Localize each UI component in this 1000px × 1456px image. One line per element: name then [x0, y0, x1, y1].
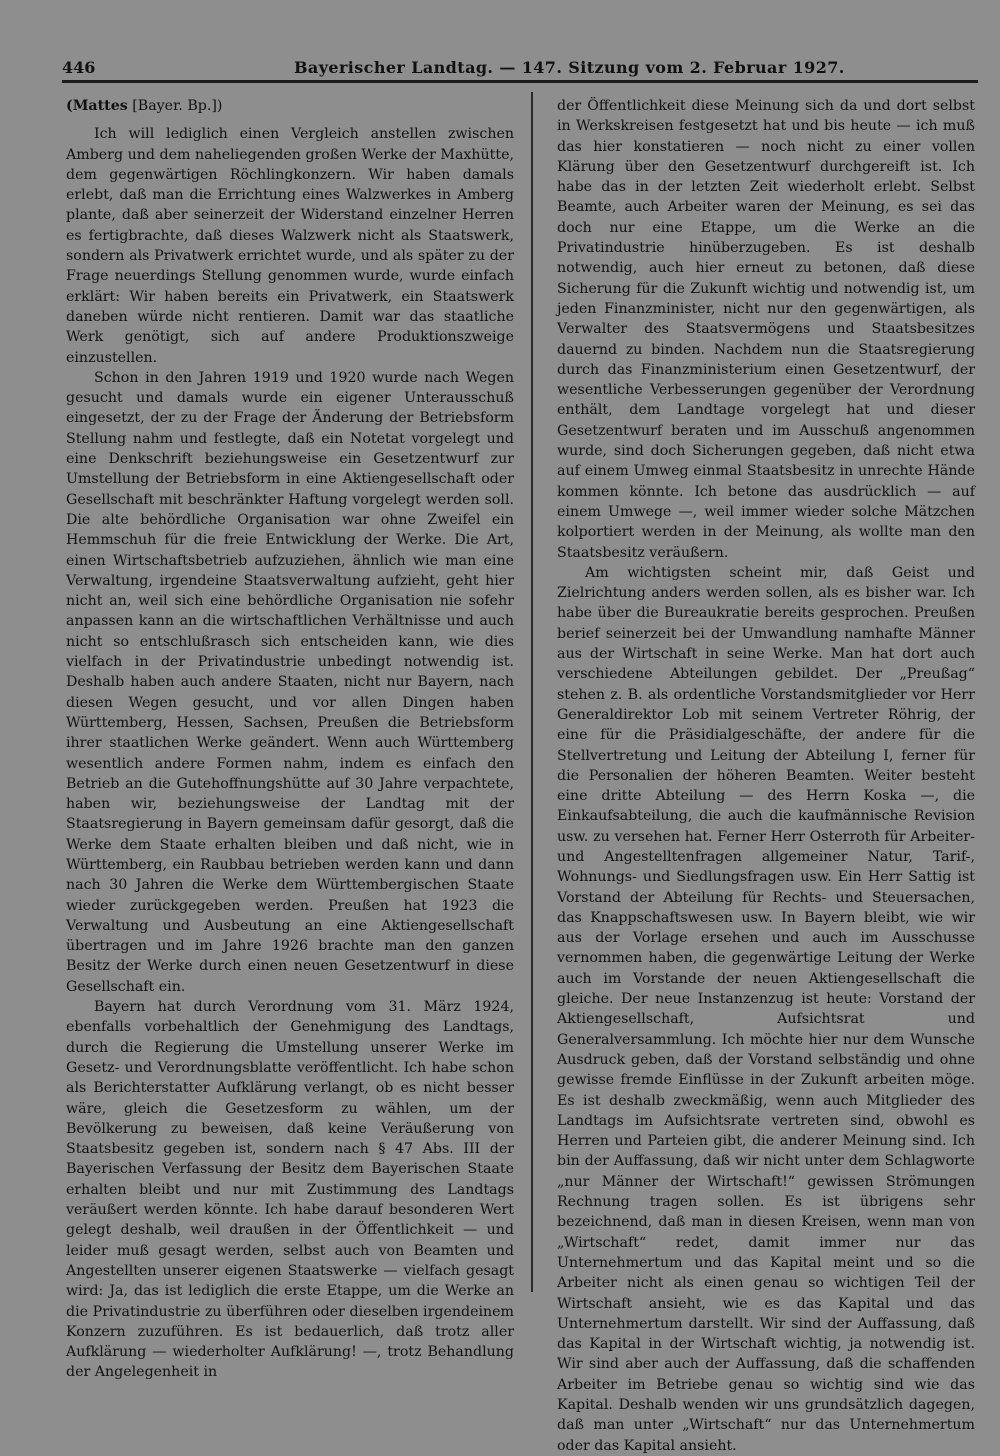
paragraph: Schon in den Jahren 1919 und 1920 wurde nach Wegen gesucht und damals wurde ein eigener Unterausschuß eingesetzt, der zu der Frage der Änderung der Betriebsform Stellung nahm und festlegte, daß ein Notetat vorgelegt und eine Denkschrift beziehungsweise ein Gesetzentwurf zur Umstellung der Betriebsform in eine Aktiengesellschaft oder Gesellschaft mit beschränkter Haftung vorgelegt werden soll. Die alte behördliche Organisation war ohne Zweifel ein Hemmschuh für die freie Entwicklung der Werke. Die Art, einen Wirtschaftsbetrieb aufzuziehen, ähnlich wie man eine Verwaltung, irgendeine Staatsverwaltung aufzieht, geht hier nicht an, weil sich eine behördliche Organisation nie sofehr anpassen kann an die wirtschaftlichen Verhältnisse und auch nicht so entschlußrasch sich entscheiden kann, wie dies vielfach in der Privatindustrie unbedingt notwendig ist. Deshalb haben auch andere Staaten, nicht nur Bayern, nach diesen Wegen gesucht, und vor allen Dingen haben Württemberg, Hessen, Sachsen, Preußen die Betriebsform ihrer staatlichen Werke geändert. Wenn auch Württemberg wesentlich andere Formen nahm, indem es einfach den Betrieb an die Gutehoffnungshütte auf 30 Jahre verpachtete, haben wir, beziehungsweise der Landtag mit der Staatsregierung in Bayern gemeinsam dafür gesorgt, daß die Werke dem Staate erhalten bleiben und daß nicht, wie in Württemberg, ein Raubbau betrieben werden kann und dann nach 30 Jahren die Werke dem Württembergischen Staate wieder zurückgegeben werden. Preußen hat 1923 die Verwaltung und Ausbeutung an eine Aktiengesellschaft übertragen und im Jahre 1926 brachte man den ganzen Besitz der Werke durch einen neuen Gesetzentwurf in diese Gesellschaft ein. — [66, 369, 514, 995]
speaker-label — [66, 96, 514, 116]
column-divider — [531, 92, 533, 1292]
paragraph-continued: der Öffentlichkeit diese Meinung sich da und dort selbst in Werkskreisen festgesetzt hat und bis heute — ich muß das hier konstatieren — noch nicht zu einer vollen Klärung über den Gesetzentwurf durchgereift ist. Ich habe das in der letzten Zeit wiederholt erlebt. Selbst Beamte, auch Arbeiter waren der Meinung, es sei das doch nur eine Etappe, um die Werke an die Privatindustrie hinüberzugeben. Es ist deshalb notwendig, auch hier erneut zu betonen, daß diese Sicherung für die Zukunft wichtig und notwendig ist, um jeden Finanzminister, nicht nur den gegenwärtigen, als Verwalter des Staatsvermögens und Staatsbesitzes dauernd zu binden. Nachdem nun die Staatsregierung durch das Finanzministerium einen Gesetzentwurf, der wesentliche Verbesserungen gegenüber der Verordnung enthält, dem Landtage vorgelegt hat und dieser Gesetzentwurf beraten und im Ausschuß angenommen wurde, sind doch Sicherungen gegeben, daß nicht etwa auf einem Umweg einmal Staatsbesitz in unrechte Hände kommen könnte. Ich betone das ausdrücklich — auf einem Umwege —, weil immer wieder solche Mätzchen kolportiert werden in der Meinung, als wollte man den Staatsbesitz veräußern. — [557, 98, 975, 561]
paragraph: Ich will lediglich einen Vergleich anstellen zwischen Amberg und dem naheliegenden großen Werke der Maxhütte, dem gegenwärtigen Röchlingkonzern. Wir haben damals erlebt, daß man die Errichtung eines Walzwerkes in Amberg plante, daß aber seinerzeit der Widerstand einzelner Herren es fertigbrachte, daß dieses Walzwerk nicht als Staatswerk, sondern als Privatwerk errichtet wurde, und als später zu der Frage neuerdings Stellung genommen wurde, wurde einfach erklärt: Wir haben bereits ein Privatwerk, ein Staatswerk daneben würde nicht rentieren. Damit war das staatliche Werk genötigt, sich auf andere Produktionszweige einzustellen. — [66, 126, 514, 366]
page-header — [62, 58, 978, 82]
paragraph: Bayern hat durch Verordnung vom 31. März 1924, ebenfalls vorbehaltlich der Genehmigung des Landtags, durch die Regierung die Umstellung unserer Werke im Gesetz- und Verordnungsblatte veröffentlicht. Ich habe schon als Berichterstatter Aufklärung verlangt, ob es nicht besser wäre, gleich die Gesetzesform zu wählen, um der Bevölkerung zu beweisen, daß keine Veräußerung von Staatsbesitz gegeben ist, sondern nach § 47 Abs. III der Bayerischen Verfassung der Besitz dem Bayerischen Staate erhalten bleibt und nur mit Zustimmung des Landtags veräußert werden könnte. Ich habe darauf besonderen Wert gelegt deshalb, weil draußen in der Öffentlichkeit — und leider muß gesagt werden, selbst auch von Beamten und Angestellten unserer eigenen Staatswerke — vielfach gesagt wird: Ja, das ist lediglich die erste Etappe, um die Werke an die Privatindustrie zu überführen oder dieselben irgendeinem Konzern zuzuführen. Es ist bedauerlich, daß trotz aller Aufklärung — wiederholter Aufklärung! —, trotz Behandlung der Angelegenheit in — [66, 999, 514, 1381]
running-head: Bayerischer Landtag. — 147. Sitzung vom 2. Februar 1927. — [294, 58, 845, 77]
page-number: 446 — [62, 58, 96, 77]
header-rule — [62, 80, 978, 83]
right-column — [557, 96, 975, 1454]
speaker-party: [Bayer. Bp.]) — [127, 98, 223, 114]
left-column — [66, 96, 514, 1381]
speaker-name: (Mattes — [66, 98, 128, 114]
paragraph: Am wichtigsten scheint mir, daß Geist und Zielrichtung anders werden sollen, als es bisher war. Ich habe über die Bureaukratie bereits gesprochen. Preußen berief seinerzeit bei der Umwandlung namhafte Männer aus der Wirtschaft in seine Werke. Man hat dort auch verschiedene Abteilungen gebildet. Der „Preußag“ stehen z. B. als ordentliche Vorstandsmitglieder vor Herr Generaldirektor Lob mit seinem Vertreter Röhrig, der eine für die Präsidialgeschäfte, der andere für die Stellvertretung und Leitung der Abteilung I, ferner für die Personalien der höheren Beamten. Weiter besteht eine dritte Abteilung — des Herrn Koska —, die Einkaufsabteilung, die auch die kaufmännische Revision usw. zu versehen hat. Ferner Herr Osterroth für Arbeiter- und Angestelltenfragen allgemeiner Natur, Tarif-, Wohnungs- und Siedlungsfragen usw. Ein Herr Sattig ist Vorstand der Abteilung für Rechts- und Steuersachen, das Knappschaftswesen usw. In Bayern bleibt, wie wir aus der Vorlage ersehen und auch im Ausschusse vernommen haben, die gegenwärtige Leitung der Werke auch im Vorstande der neuen Aktiengesellschaft die gleiche. Der neue Instanzenzug ist heute: Vorstand der Aktiengesellschaft, Aufsichtsrat und Generalversammlung. Ich möchte hier nur dem Wunsche Ausdruck geben, daß der Vorstand selbständig und ohne gewisse fremde Einflüsse in der Zukunft arbeiten möge. Es ist deshalb zweckmäßig, wenn auch Mitglieder des Landtags im Aufsichtsrate vertreten sind, obwohl es Herren und Parteien gibt, die anderer Meinung sind. Ich bin der Auffassung, daß wir nicht unter dem Schlagworte „nur Männer der Wirtschaft!“ gewissen Strömungen Rechnung tragen sollen. Es ist übrigens sehr bezeichnend, daß man in diesen Kreisen, wenn man von „Wirtschaft“ redet, damit immer nur das Unternehmertum und das Kapital meint und so die Arbeiter nicht als einen genau so wichtigen Teil der Wirtschaft ansieht, wie es das Kapital und das Unternehmertum darstellt. Wir sind der Auffassung, daß das Kapital in der Wirtschaft wichtig, ja notwendig ist. Wir sind aber auch der Auffassung, daß die schaffenden Arbeiter im Betriebe genau so wichtig sind wie das Kapital. Deshalb wenden wir uns grundsätzlich dagegen, daß man unter „Wirtschaft“ nur das Unternehmertum oder das Kapital ansieht. — [557, 564, 975, 1454]
